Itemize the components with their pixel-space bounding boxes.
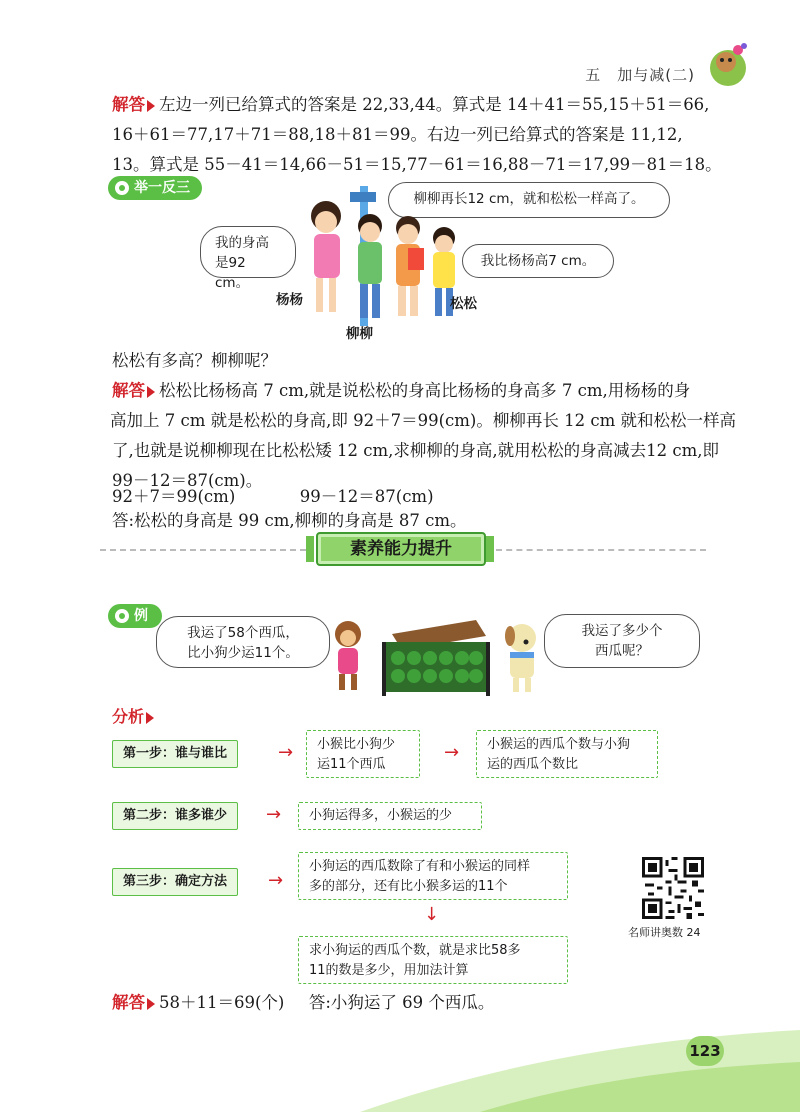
answer-label: 解答 [112,95,145,114]
arrow-down-icon: ↓ [424,904,440,925]
answer-2-final: 答:松松的身高是 99 cm,柳柳的身高是 87 cm。 [112,511,467,530]
name-yangyang: 杨杨 [276,292,303,308]
watermelon-illustration [326,614,550,698]
answer-1-line-3: 13。算式是 55－41＝14,66－51＝15,77－61＝16,88－71＝17,99－81＝18。 [112,155,722,174]
step-3-box-1: 小狗运的西瓜数除了有和小猴运的同样 多的部分，还有比小猴多运的11个 [298,852,568,900]
step-2-box-1: 小狗运得多，小猴运的少 [298,802,482,830]
answer-2-line-1: 解答 松松比杨杨高 7 cm,就是说松松的身高比杨杨的身高多 7 cm,用杨杨的身 [112,381,691,400]
answer-2-line-2: 高加上 7 cm 就是松松的身高,即 92＋7＝99(cm)。柳柳再长 12 cm 就和松松一样高 [110,411,736,430]
equation-1: 92＋7＝99(cm) [112,487,236,506]
page-number: 123 [686,1036,724,1066]
answer-1-line-2: 16＋61＝77,17＋71＝88,18＋81＝99。右边一列已给算式的答案是 11,12, [112,125,683,144]
arrow-right-icon: → [444,742,460,763]
arrow-right-icon: → [268,870,284,891]
divider-right [496,549,706,551]
answer-label: 解答 [112,993,145,1012]
answer-3-equation: 58＋11＝69(个) [159,993,285,1012]
answer-1-line-1: 解答 左边一列已给算式的答案是 22,33,44。算式是 14＋41＝55,15＋51＝66, [112,95,710,114]
step-1-box-1: 小猴比小狗少 运11个西瓜 [306,730,420,778]
bottom-wave-decoration [360,1010,800,1112]
name-songsong: 松松 [450,296,477,312]
triangle-icon [147,998,155,1010]
step-1-box-2: 小猴运的西瓜个数与小狗 运的西瓜个数比 [476,730,658,778]
speech-bubble-right: 我比杨杨高7 cm。 [462,244,614,278]
triangle-icon [147,386,155,398]
answer-1-block [112,90,732,180]
speech-bubble-top: 柳柳再长12 cm，就和松松一样高了。 [388,182,670,218]
divider-left [100,549,306,551]
question: 松松有多高？柳柳呢？ [112,351,277,370]
qr-caption: 名师讲奥数 24 [628,926,701,939]
answer-2-block [112,376,742,496]
answer-3-text: 答:小狗运了 69 个西瓜。 [308,993,495,1012]
analysis-label-row [112,704,158,727]
triangle-icon [146,712,154,724]
chapter-header: 五 加与减(二) [585,66,695,84]
speech-bubble-dog: 我运了多少个 西瓜呢？ [544,614,700,668]
step-2-label: 第二步：谁多谁少 [112,802,238,830]
speech-bubble-left: 我的身高 是92 cm。 [200,226,296,278]
triangle-icon [147,100,155,112]
example-tag: 例 [108,604,162,628]
name-liuliu: 柳柳 [346,326,373,342]
answer-2-line-4: 99－12＝87(cm)。 [112,471,263,490]
arrow-right-icon: → [278,742,294,763]
analysis-label: 分析 [112,707,145,726]
step-3-box-2: 求小狗运的西瓜个数，就是求比58多 11的数是多少，用加法计算 [298,936,568,984]
section-banner: 素养能力提升 [316,532,486,566]
arrow-right-icon: → [266,804,282,825]
equation-2: 99－12＝87(cm) [299,487,434,506]
speech-bubble-monkey: 我运了58个西瓜， 比小狗少运11个。 [156,616,330,668]
banner-cap-left [306,536,314,562]
mascot-icon [702,38,754,90]
extension-tag: 举一反三 [108,176,202,200]
step-1-label: 第一步：谁与谁比 [112,740,238,768]
banner-cap-right [486,536,494,562]
qr-code-icon[interactable] [642,857,704,919]
step-3-label: 第三步：确定方法 [112,868,238,896]
answer-2-line-3: 了,也就是说柳柳现在比松松矮 12 cm,求柳柳的身高,就用松松的身高减去12 cm,即 [112,441,719,460]
kids-height-illustration [296,186,466,334]
